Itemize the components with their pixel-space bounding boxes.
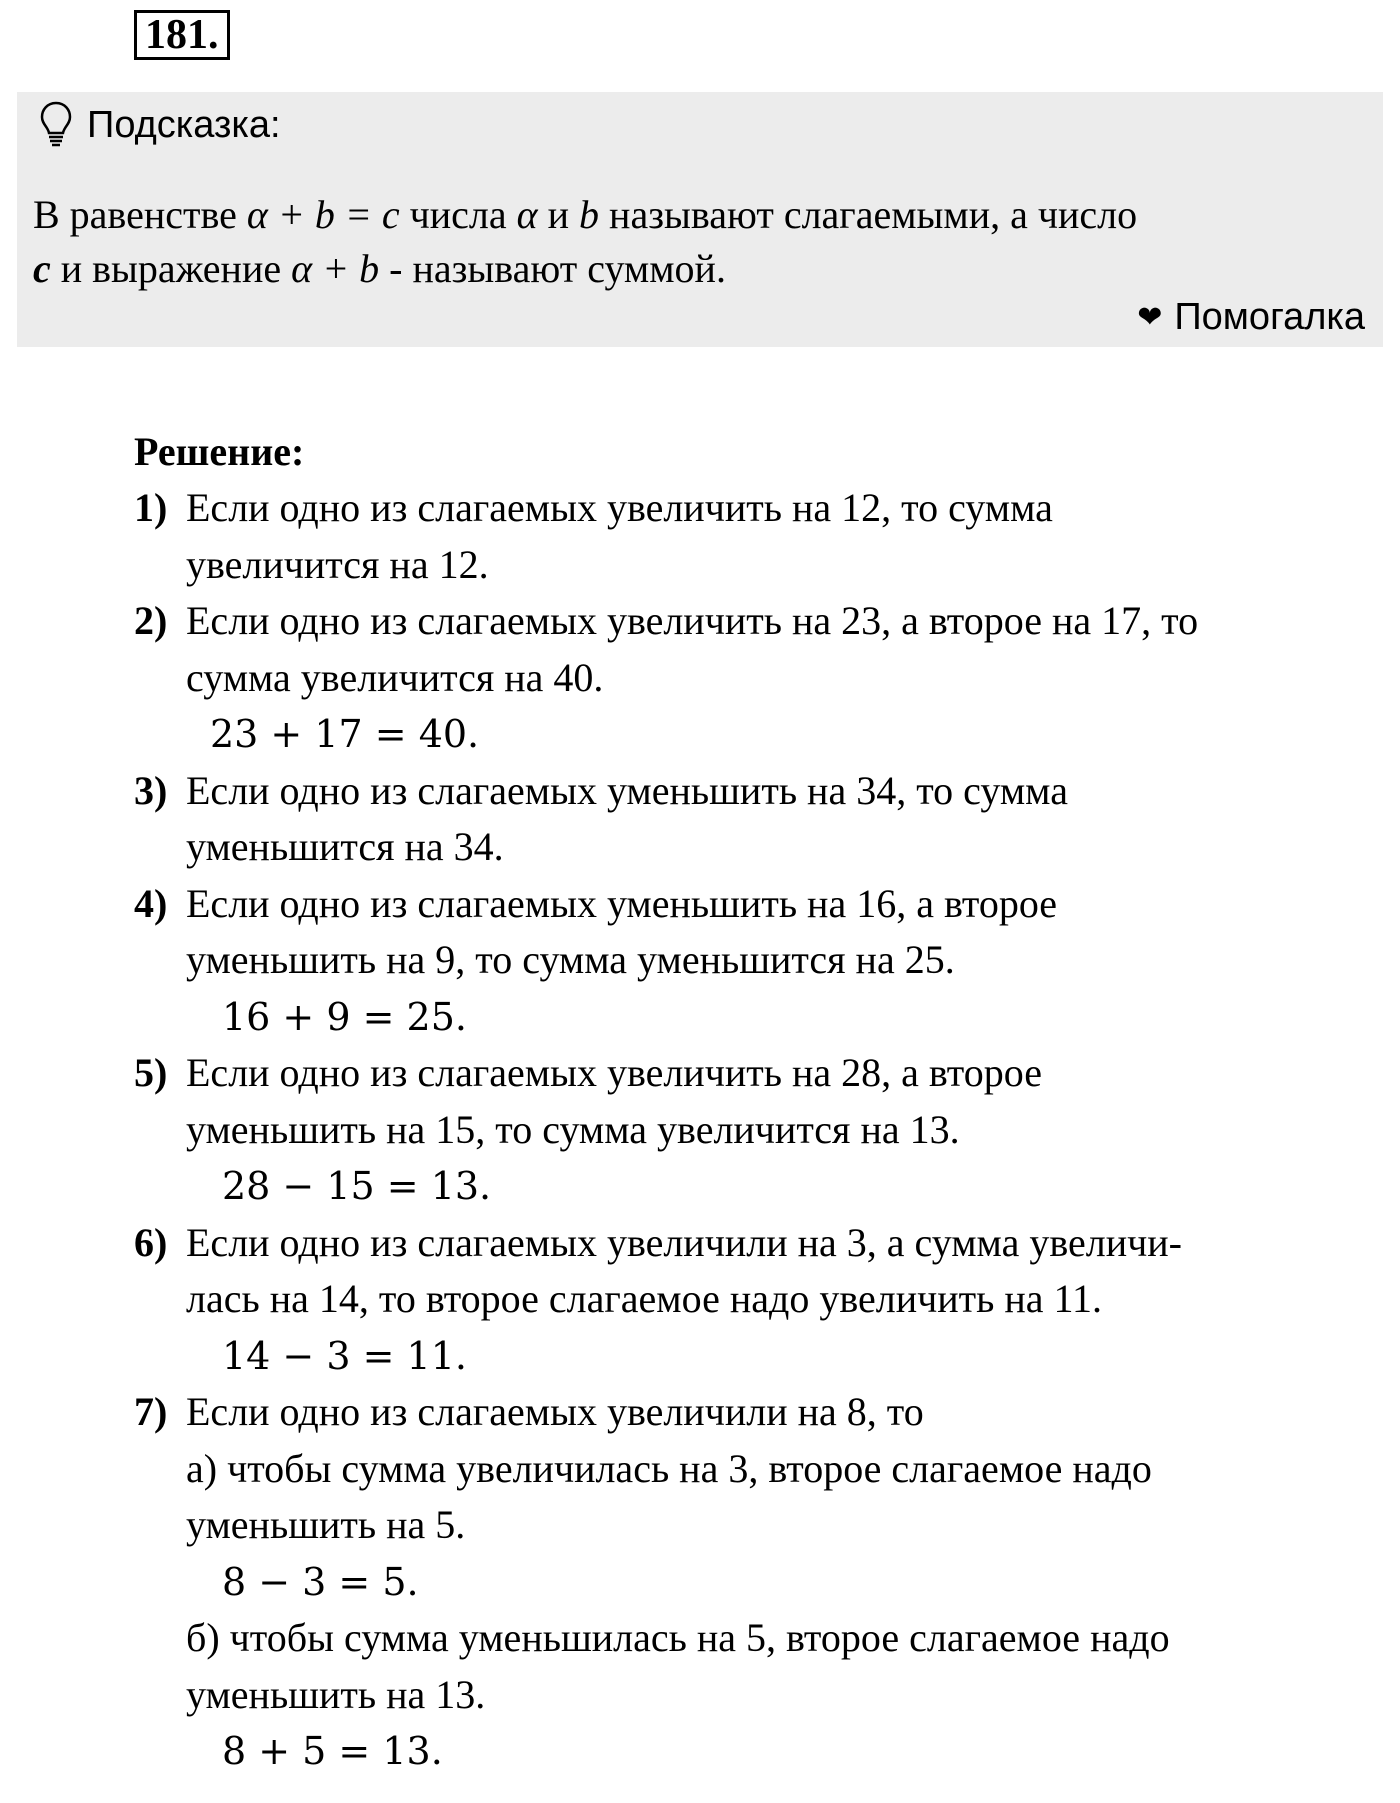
hint-var-c: c bbox=[33, 246, 51, 291]
item-text-line: увеличится на 12. bbox=[186, 541, 489, 587]
hint-text-part: называют слагаемыми, а число bbox=[599, 192, 1138, 237]
item-text-line: уменьшится на 34. bbox=[186, 824, 504, 869]
item-body bbox=[186, 763, 1374, 876]
solution-item bbox=[134, 1384, 1374, 1780]
item-body bbox=[186, 876, 1374, 1046]
hint-expression: α + b bbox=[291, 246, 380, 291]
hint-equation: α + b = c bbox=[246, 192, 400, 237]
item-text-line: Если одно из слагаемых уменьшить на 16, а второе bbox=[186, 880, 1058, 926]
item-body bbox=[186, 1215, 1374, 1385]
lightbulb-icon bbox=[39, 100, 73, 150]
hint-header bbox=[39, 100, 281, 150]
item-text-line: Если одно из слагаемых увеличить на 23, а второе на 17, то bbox=[186, 598, 1199, 643]
solution bbox=[134, 424, 1374, 1780]
hint-text-part: числа bbox=[399, 192, 517, 237]
item-number: 1) bbox=[134, 485, 168, 530]
item-text-line: уменьшить на 13. bbox=[186, 1671, 486, 1717]
solution-item bbox=[134, 1045, 1374, 1215]
solution-item bbox=[134, 1215, 1374, 1385]
item-text-line: Если одно из слагаемых увеличили на 8, то bbox=[186, 1389, 924, 1434]
item-text-line: лась на 14, то второе слагаемое надо увеличить на 11. bbox=[186, 1276, 1103, 1321]
hint-box bbox=[17, 92, 1383, 347]
hint-text-part: - называют суммой. bbox=[379, 246, 726, 291]
solution-items bbox=[134, 480, 1374, 1780]
item-body bbox=[186, 593, 1374, 763]
item-body bbox=[186, 480, 1374, 593]
solution-item bbox=[134, 593, 1374, 763]
item-text-line: Если одно из слагаемых уменьшить на 34, то сумма bbox=[186, 767, 1068, 813]
task-number: 181. bbox=[134, 10, 230, 60]
hint-text-part: и bbox=[537, 192, 580, 237]
item-text-line: б) чтобы сумма уменьшилась на 5, второе слагаемое надо bbox=[186, 1615, 1170, 1660]
solution-item bbox=[134, 480, 1374, 593]
item-text-line: уменьшить на 9, то сумма уменьшится на 25. bbox=[186, 937, 955, 982]
helper-label: Помогалка bbox=[1174, 296, 1365, 338]
item-formula: 8 + 5 = 13. bbox=[222, 1729, 443, 1773]
item-text-line: а) чтобы сумма увеличилась на 3, второе слагаемое надо bbox=[186, 1445, 1152, 1491]
item-body bbox=[186, 1384, 1374, 1780]
solution-title: Решение: bbox=[134, 429, 305, 474]
item-text-line: уменьшить на 15, то сумма увеличится на 13. bbox=[186, 1106, 960, 1152]
item-body bbox=[186, 1045, 1374, 1215]
heart-icon: ❤ bbox=[1137, 301, 1163, 334]
item-number: 7) bbox=[134, 1389, 168, 1434]
item-text-line: сумма увеличится на 40. bbox=[186, 654, 604, 700]
item-formula: 28 − 15 = 13. bbox=[222, 1164, 492, 1208]
item-number: 3) bbox=[134, 767, 168, 813]
hint-text bbox=[33, 188, 1363, 296]
item-number: 2) bbox=[134, 598, 168, 643]
item-number: 6) bbox=[134, 1219, 168, 1265]
item-text-line: уменьшить на 5. bbox=[186, 1502, 466, 1547]
hint-var-b: b bbox=[579, 192, 600, 237]
hint-title: Подсказка: bbox=[87, 103, 281, 146]
hint-text-part: В равенстве bbox=[33, 192, 247, 237]
item-text-line: Если одно из слагаемых увеличить на 12, то сумма bbox=[186, 485, 1053, 530]
hint-text-part: и выражение bbox=[50, 246, 292, 291]
item-formula: 8 − 3 = 5. bbox=[222, 1559, 419, 1604]
item-text-line: Если одно из слагаемых увеличили на 3, а сумма увеличи- bbox=[186, 1219, 1182, 1265]
solution-item bbox=[134, 763, 1374, 876]
item-number: 5) bbox=[134, 1050, 168, 1095]
solution-item bbox=[134, 876, 1374, 1046]
helper-link[interactable] bbox=[1137, 296, 1365, 339]
hint-var-a: α bbox=[516, 192, 538, 237]
item-text-line: Если одно из слагаемых увеличить на 28, а второе bbox=[186, 1050, 1042, 1095]
item-formula: 14 − 3 = 11. bbox=[222, 1333, 467, 1378]
item-formula: 16 + 9 = 25. bbox=[222, 994, 467, 1039]
item-number: 4) bbox=[134, 880, 168, 926]
item-formula: 23 + 17 = 40. bbox=[210, 712, 480, 756]
